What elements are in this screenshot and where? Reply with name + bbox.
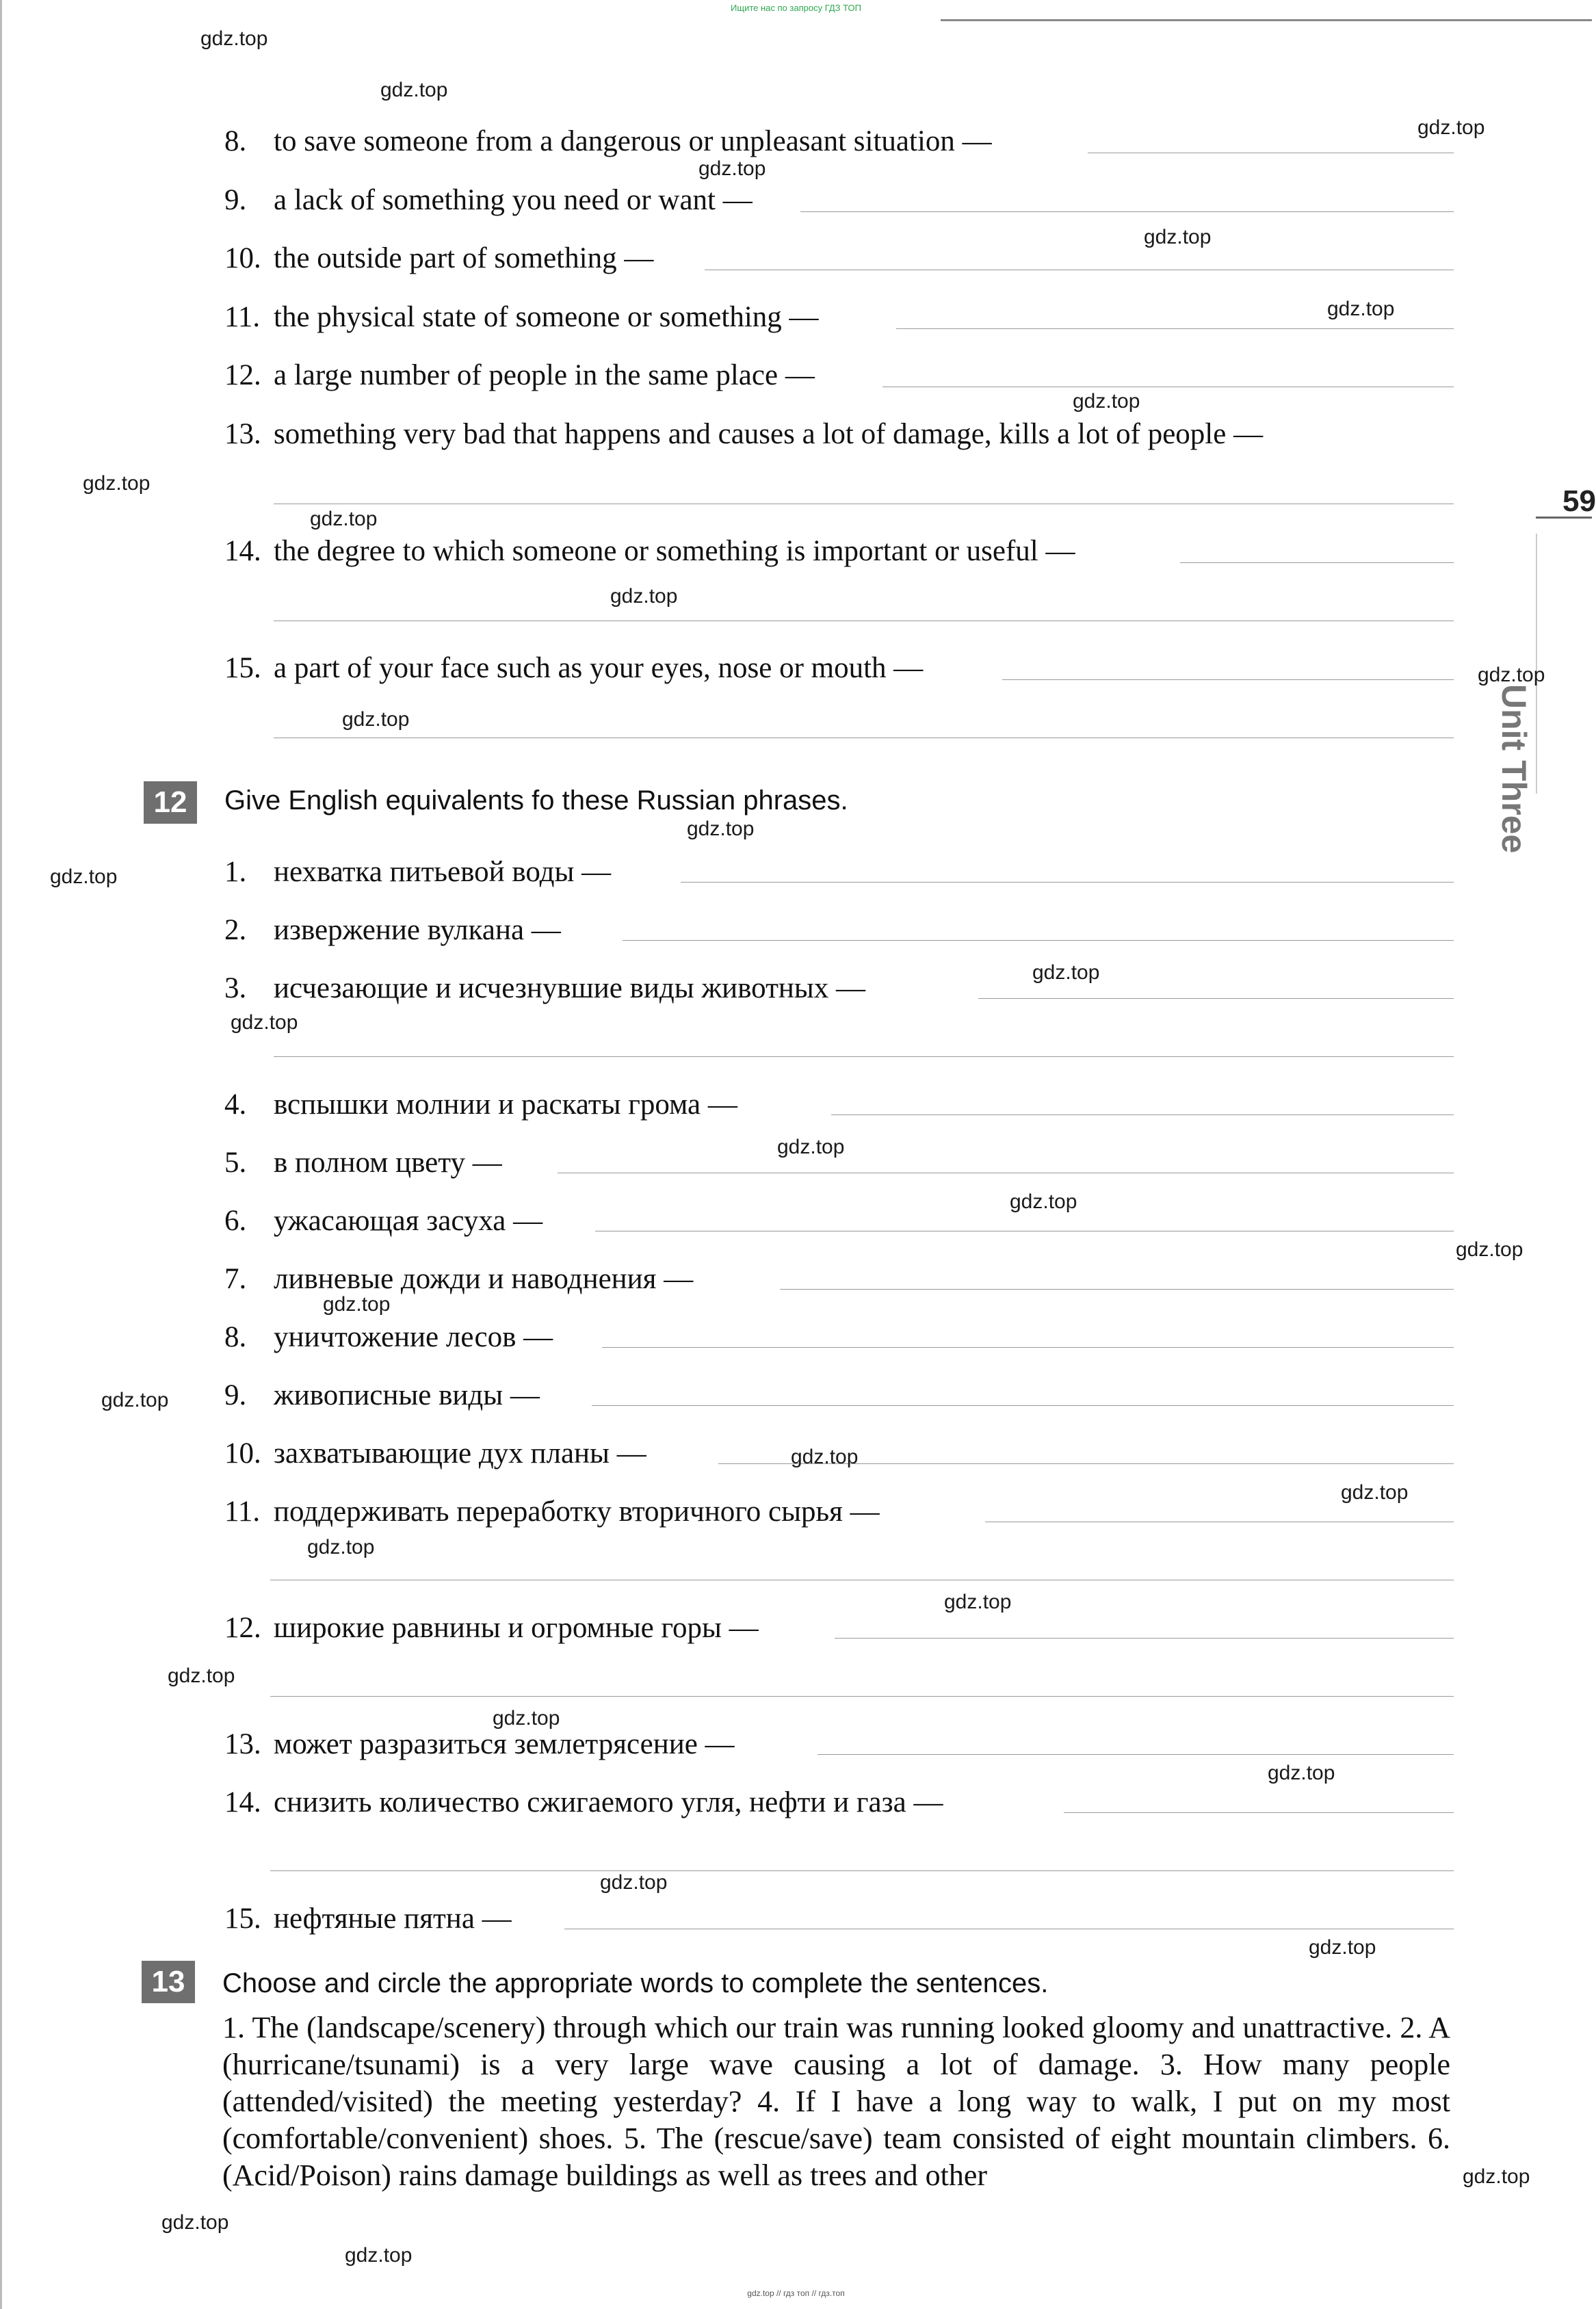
- watermark: gdz.top: [698, 157, 766, 180]
- answer-line[interactable]: [780, 1289, 1454, 1290]
- item-text: нехватка питьевой воды —: [274, 856, 612, 888]
- item-text: the outside part of something —: [274, 242, 654, 274]
- item-text: to save someone from a dangerous or unpleasant situation —: [274, 125, 992, 157]
- answer-line[interactable]: [602, 1347, 1454, 1348]
- ex12-item-10: [224, 1435, 646, 1472]
- item-number: 8.: [224, 1321, 247, 1353]
- watermark: gdz.top: [1010, 1190, 1077, 1213]
- ex12-item-9: [224, 1377, 540, 1414]
- answer-line[interactable]: [835, 1638, 1454, 1639]
- item-number: 10.: [224, 242, 261, 274]
- ex11-item-11: [224, 299, 819, 336]
- top-edge-line: [941, 19, 1592, 21]
- page-tab-line: [1536, 517, 1592, 519]
- left-edge-line: [0, 0, 2, 2309]
- ex12-item-13: [224, 1726, 735, 1763]
- answer-line[interactable]: [1002, 679, 1454, 680]
- ex11-item-8: [224, 123, 992, 160]
- watermark: gdz.top: [380, 79, 448, 101]
- ex11-item-15: [224, 650, 923, 687]
- item-text: широкие равнины и огромные горы —: [274, 1612, 759, 1644]
- watermark: gdz.top: [493, 1707, 560, 1730]
- watermark: gdz.top: [1463, 2165, 1530, 2188]
- item-text: the degree to which someone or something is important or useful —: [274, 535, 1075, 567]
- item-number: 12.: [224, 1612, 261, 1644]
- exercise-12-title: Give English equivalents fo these Russian phrases.: [224, 785, 848, 816]
- watermark: gdz.top: [1032, 961, 1100, 984]
- ex11-item-12: [224, 357, 815, 394]
- answer-line[interactable]: [817, 1754, 1454, 1755]
- answer-line[interactable]: [978, 998, 1454, 999]
- watermark: gdz.top: [342, 708, 410, 731]
- item-text: живописные виды —: [274, 1379, 540, 1411]
- ex11-item-9: [224, 182, 753, 219]
- ex12-item-15: [224, 1901, 512, 1938]
- answer-line[interactable]: [270, 1870, 1454, 1871]
- item-text: the physical state of someone or something —: [274, 301, 819, 333]
- watermark: gdz.top: [1417, 116, 1485, 139]
- exercise-13-paragraph: 1. The (landscape/scenery) through which our train was running looked gloomy and unattractive. 2. A (hurricane/tsunami) is a very large wave causing a lot of damage. 3. How many people (attended/visited) the meeting yesterday? 4. If I have a long way to walk, I put on my most (comfortable/convenient) shoes. 5. The (rescue/save) team consisted of eight mountain climbers. 6. (Acid/Poison) rains damage buildings as well as trees and other: [222, 2011, 1450, 2192]
- item-text: a part of your face such as your eyes, nose or mouth —: [274, 652, 924, 684]
- ex12-item-3: [224, 970, 865, 1007]
- item-number: 6.: [224, 1205, 247, 1237]
- item-text: извержение вулкана —: [274, 914, 561, 946]
- answer-line[interactable]: [1180, 562, 1454, 563]
- answer-line[interactable]: [831, 1114, 1454, 1115]
- item-text: a lack of something you need or want —: [274, 184, 753, 216]
- watermark: gdz.top: [1073, 390, 1140, 413]
- item-number: 1.: [224, 856, 247, 888]
- ex12-item-8: [224, 1319, 553, 1356]
- watermark: gdz.top: [168, 1665, 235, 1687]
- ex12-item-2: [224, 912, 561, 949]
- item-number: 11.: [224, 1496, 261, 1528]
- ex11-item-10: [224, 240, 653, 277]
- item-text: вспышки молнии и раскаты грома —: [274, 1088, 737, 1121]
- exercise-13-title: Choose and circle the appropriate words to complete the sentences.: [222, 1968, 1049, 1998]
- item-text: захватывающие дух планы —: [274, 1437, 646, 1470]
- watermark: gdz.top: [1341, 1481, 1409, 1504]
- answer-line[interactable]: [681, 882, 1454, 883]
- watermark: gdz.top: [161, 2211, 229, 2234]
- item-number: 4.: [224, 1088, 247, 1121]
- watermark: gdz.top: [323, 1293, 391, 1316]
- watermark: gdz.top: [307, 1536, 375, 1558]
- watermark: gdz.top: [200, 27, 268, 50]
- watermark: gdz.top: [687, 818, 755, 840]
- ex12-item-6: [224, 1203, 542, 1240]
- watermark: gdz.top: [610, 585, 678, 608]
- watermark: gdz.top: [50, 865, 118, 888]
- ex12-item-11: [224, 1493, 880, 1530]
- page-number: 59: [1562, 484, 1596, 518]
- ex12-item-12: [224, 1610, 759, 1647]
- item-number: 15.: [224, 1903, 261, 1935]
- item-text: в полном цвету —: [274, 1147, 502, 1179]
- item-text: something very bad that happens and causes a lot of damage, kills a lot of people —: [274, 418, 1264, 450]
- ex11-item-13: [224, 416, 1263, 453]
- watermark: gdz.top: [345, 2244, 413, 2267]
- item-number: 11.: [224, 301, 261, 333]
- item-text: может разразиться землетрясение —: [274, 1728, 735, 1760]
- watermark: gdz.top: [777, 1136, 845, 1158]
- ex12-item-7: [224, 1261, 693, 1298]
- item-number: 12.: [224, 359, 261, 391]
- item-number: 14.: [224, 535, 261, 567]
- answer-line[interactable]: [270, 1696, 1454, 1697]
- exercise-12-number: 12: [144, 781, 197, 824]
- watermark: gdz.top: [231, 1011, 298, 1034]
- watermark: gdz.top: [791, 1446, 859, 1468]
- top-banner: Ищите нас по запросу ГДЗ ТОП: [731, 3, 861, 13]
- item-text: уничтожение лесов —: [274, 1321, 553, 1353]
- item-number: 3.: [224, 972, 247, 1004]
- answer-line[interactable]: [800, 211, 1454, 212]
- unit-label: Unit Three: [1495, 684, 1533, 854]
- watermark: gdz.top: [83, 472, 151, 495]
- ex12-item-4: [224, 1086, 737, 1123]
- watermark: gdz.top: [944, 1591, 1012, 1613]
- watermark: gdz.top: [1309, 1936, 1376, 1959]
- exercise-13-number: 13: [142, 1961, 195, 2003]
- item-number: 14.: [224, 1786, 261, 1818]
- bottom-banner: gdz.top // гдз топ // гдз.топ: [747, 2288, 845, 2298]
- ex11-item-14: [224, 533, 1075, 570]
- watermark: gdz.top: [101, 1389, 169, 1411]
- watermark: gdz.top: [1478, 664, 1545, 686]
- item-number: 7.: [224, 1263, 247, 1295]
- watermark: gdz.top: [1456, 1238, 1523, 1261]
- item-number: 8.: [224, 125, 247, 157]
- item-text: снизить количество сжигаемого угля, нефти и газа —: [274, 1786, 943, 1818]
- answer-line[interactable]: [896, 328, 1454, 329]
- watermark: gdz.top: [310, 508, 378, 530]
- item-number: 13.: [224, 1728, 261, 1760]
- watermark: gdz.top: [1144, 226, 1212, 248]
- item-number: 9.: [224, 184, 247, 216]
- answer-line[interactable]: [592, 1405, 1454, 1406]
- item-number: 15.: [224, 652, 261, 684]
- item-number: 10.: [224, 1437, 261, 1470]
- item-text: ужасающая засуха —: [274, 1205, 543, 1237]
- answer-line[interactable]: [623, 940, 1454, 941]
- answer-line[interactable]: [1064, 1812, 1454, 1813]
- item-text: ливневые дожди и наводнения —: [274, 1263, 694, 1295]
- watermark: gdz.top: [600, 1871, 668, 1894]
- item-text: поддерживать переработку вторичного сырья —: [274, 1496, 880, 1528]
- item-number: 2.: [224, 914, 247, 946]
- item-number: 13.: [224, 418, 261, 450]
- item-number: 9.: [224, 1379, 247, 1411]
- answer-line[interactable]: [274, 1056, 1454, 1057]
- item-number: 5.: [224, 1147, 247, 1179]
- ex12-item-1: [224, 854, 611, 891]
- watermark: gdz.top: [1327, 298, 1395, 320]
- ex12-item-14: [224, 1784, 943, 1821]
- item-text: a large number of people in the same place —: [274, 359, 815, 391]
- item-text: нефтяные пятна —: [274, 1903, 512, 1935]
- watermark: gdz.top: [1268, 1762, 1335, 1784]
- ex12-item-5: [224, 1145, 502, 1182]
- item-text: исчезающие и исчезнувшие виды животных —: [274, 972, 866, 1004]
